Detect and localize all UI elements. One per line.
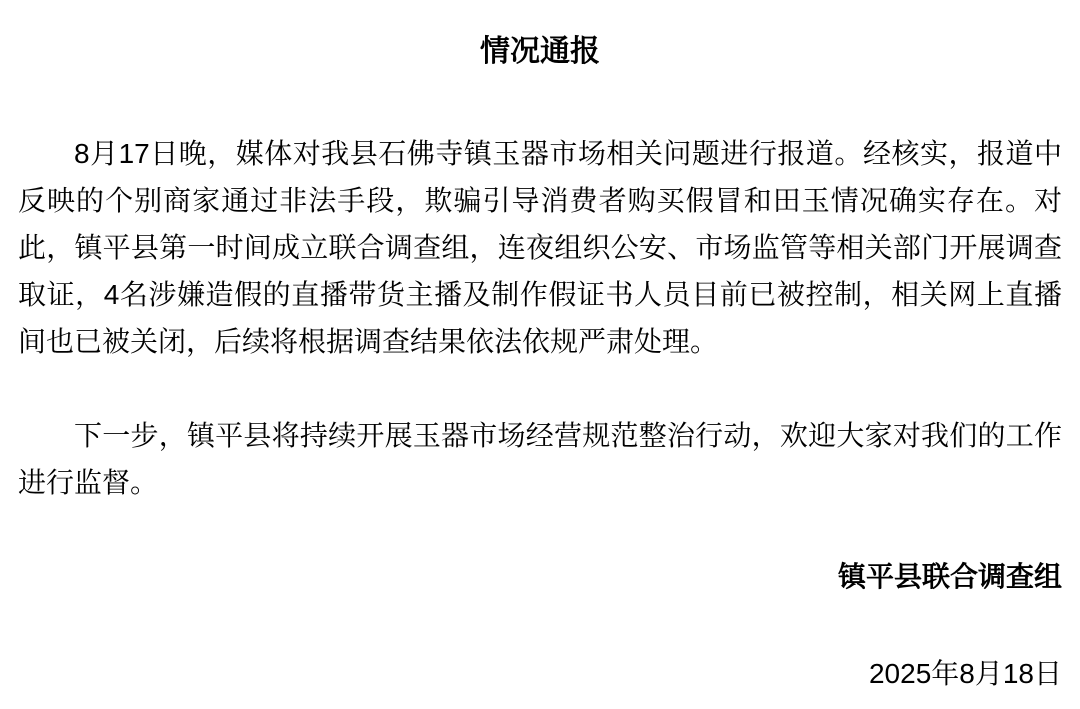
notice-title: 情况通报: [480, 35, 600, 68]
notice-paragraph-1: 8月17日晚，媒体对我县石佛寺镇玉器市场相关问题进行报道。经核实，报道中反映的个别商家通过非法手段，欺骗引导消费者购买假冒和田玉情况确实存在。对此，镇平县第一时间成立联合调查组，连夜组织公安、市场监管等相关部门开展调查取证，4名涉嫌造假的直播带货主播及制作假证书人员目前已被控制，相关网上直播间也已被关闭，后续将根据调查结果依法依规严肃处理。: [18, 138, 1062, 357]
notice-signature: 镇平县联合调查组: [837, 561, 1062, 592]
notice-paragraph-2: 下一步，镇平县将持续开展玉器市场经营规范整治行动，欢迎大家对我们的工作进行监督。: [18, 420, 1062, 498]
notice-date: 2025年8月18日: [868, 658, 1062, 689]
